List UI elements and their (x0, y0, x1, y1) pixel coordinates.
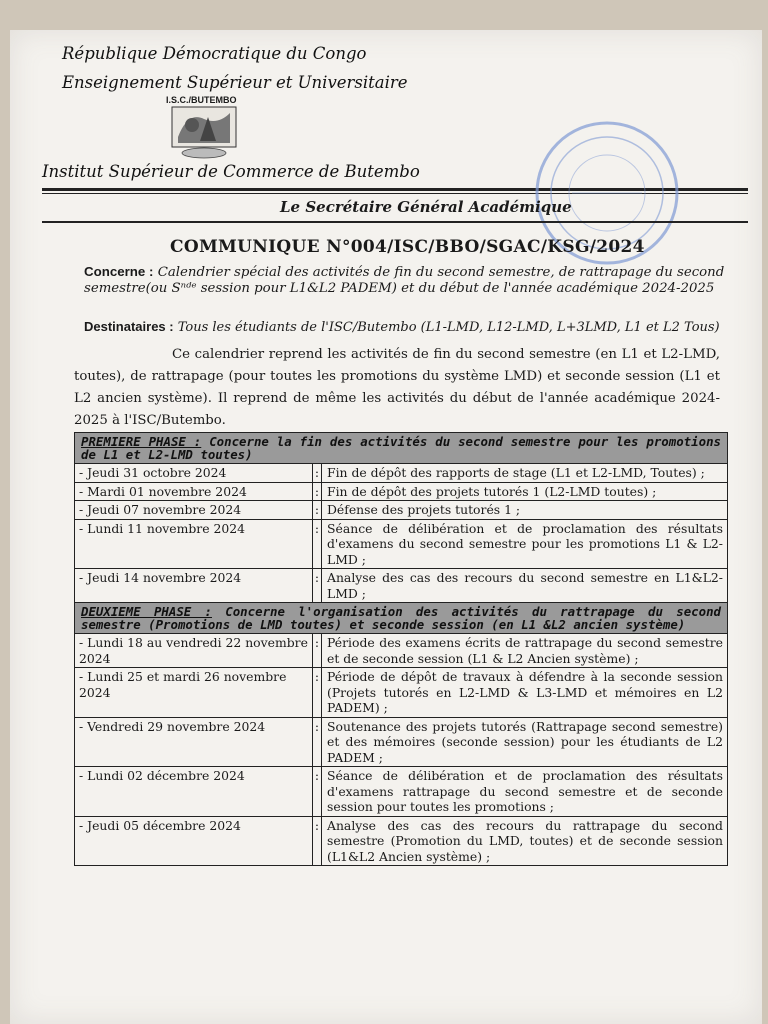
row-date: - Mardi 01 novembre 2024 (75, 482, 313, 501)
table-row (75, 482, 728, 501)
row-activity: Analyse des cas des recours du rattrapage du second semestre (Promotion du LMD, toutes) et de seconde session (L1&L2 Ancien système) ; (322, 816, 728, 866)
concerne-text: Calendrier spécial des activités de fin du second semestre, de rattrapage du second semestre(ou Sⁿᵈᵉ session pour L1&L2 PADEM) et du début de l'année académique 2024-2025 (84, 265, 725, 296)
row-date: - Jeudi 31 octobre 2024 (75, 464, 313, 483)
row-activity: Défense des projets tutorés 1 ; (322, 501, 728, 520)
header-rule-bottom (42, 221, 748, 223)
phase-header (75, 433, 728, 464)
row-activity: Période des examens écrits de rattrapage du second semestre et de seconde session (L1 & L2 Ancien système) ; (322, 634, 728, 668)
destinataires-label: Destinataires : (84, 319, 174, 334)
table-row (75, 767, 728, 817)
phase-text: Concerne l'organisation des activités du rattrapage du second semestre (Promotions de LMD toutes) et seconde session (en L1 &L2 ancien système) (81, 604, 721, 632)
row-activity: Période de dépôt de travaux à défendre à la seconde session (Projets tutorés en L2-LMD & L3-LMD et mémoires en L2 PADEM) ; (322, 668, 728, 718)
header-ministry: Enseignement Supérieur et Universitaire (62, 73, 408, 92)
header-country: République Démocratique du Congo (62, 44, 367, 63)
concerne-label: Concerne : (84, 264, 154, 279)
row-date: - Vendredi 29 novembre 2024 (75, 717, 313, 767)
row-date: - Jeudi 05 décembre 2024 (75, 816, 313, 866)
row-activity: Fin de dépôt des rapports de stage (L1 et L2-LMD, Toutes) ; (322, 464, 728, 483)
row-date: - Jeudi 07 novembre 2024 (75, 501, 313, 520)
calendar-table (74, 432, 728, 866)
logo-caption: I.S.C./BUTEMBO (166, 95, 237, 105)
table-row (75, 519, 728, 569)
row-activity: Séance de délibération et de proclamation des résultats d'examens rattrapage du second semestre et de seconde session pour toutes les promotions ; (322, 767, 728, 817)
phase-label: PREMIERE PHASE : (81, 434, 202, 449)
destinataires-block (84, 319, 744, 335)
destinataires-text: Tous les étudiants de l'ISC/Butembo (L1-LMD, L12-LMD, L+3LMD, L1 et L2 Tous) (177, 320, 720, 335)
concerne-block (84, 264, 734, 297)
row-date: - Lundi 25 et mardi 26 novembre 2024 (75, 668, 313, 718)
communique-title: COMMUNIQUE N°004/ISC/BBO/SGAC/KSG/2024 (170, 237, 645, 257)
phase-text: Concerne la fin des activités du second semestre pour les promotions de L1 et L2-LMD toutes) (81, 434, 721, 462)
table-row (75, 501, 728, 520)
row-colon: : (313, 634, 322, 668)
row-colon: : (313, 519, 322, 569)
row-date: - Lundi 02 décembre 2024 (75, 767, 313, 817)
phase-header (75, 603, 728, 634)
row-colon: : (313, 569, 322, 603)
row-date: - Lundi 11 novembre 2024 (75, 519, 313, 569)
intro-paragraph: Ce calendrier reprend les activités de fin du second semestre (en L1 et L2-LMD, toutes), de rattrapage (pour toutes les promotions du système LMD) et seconde session (L1 et L2 ancien système). Il reprend de même les activités du début de l'année académique 2024-2025 à l'ISC/Butembo. (74, 347, 720, 428)
row-colon: : (313, 668, 322, 718)
table-row (75, 668, 728, 718)
table-row (75, 634, 728, 668)
row-colon: : (313, 816, 322, 866)
row-colon: : (313, 767, 322, 817)
row-activity: Fin de dépôt des projets tutorés 1 (L2-LMD toutes) ; (322, 482, 728, 501)
row-date: - Lundi 18 au vendredi 22 novembre 2024 (75, 634, 313, 668)
secretary-title: Le Secrétaire Général Académique (280, 198, 572, 216)
row-colon: : (313, 464, 322, 483)
row-colon: : (313, 482, 322, 501)
row-activity: Soutenance des projets tutorés (Rattrapage second semestre) et des mémoires (seconde session) pour les étudiants de L2 PADEM ; (322, 717, 728, 767)
table-row (75, 816, 728, 866)
header-institute: Institut Supérieur de Commerce de Butembo (42, 162, 420, 181)
row-colon: : (313, 717, 322, 767)
row-activity: Séance de délibération et de proclamation des résultats d'examens du second semestre pour les promotions L1 & L2-LMD ; (322, 519, 728, 569)
table-row (75, 464, 728, 483)
phase-label: DEUXIEME PHASE : (81, 604, 212, 619)
row-colon: : (313, 501, 322, 520)
row-activity: Analyse des cas des recours du second semestre en L1&L2-LMD ; (322, 569, 728, 603)
row-date: - Jeudi 14 novembre 2024 (75, 569, 313, 603)
institute-logo-icon (168, 97, 240, 163)
table-row (75, 569, 728, 603)
table-row (75, 717, 728, 767)
